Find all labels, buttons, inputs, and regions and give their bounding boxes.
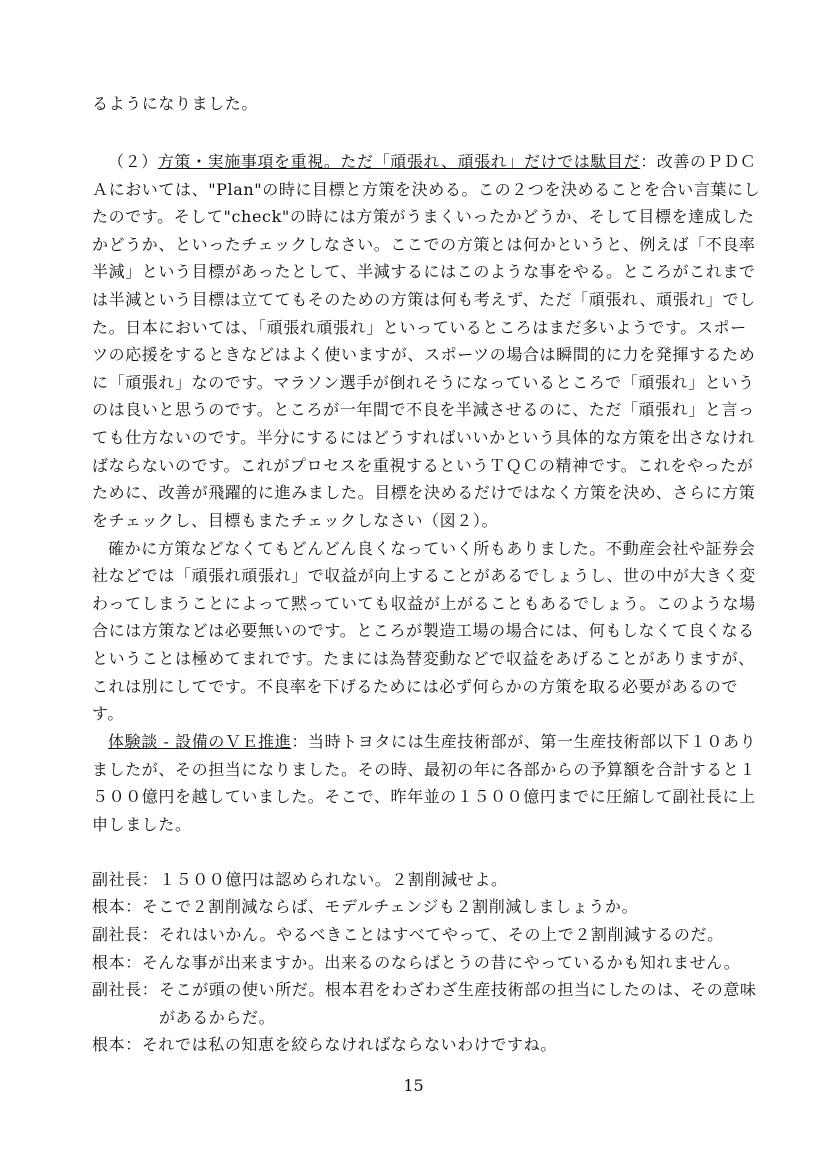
paragraph-3-line-1: 確かに方策などなくてもどんどん良くなっていく所もありました。不動産会社や証券会 <box>108 539 756 558</box>
paragraph-4-line-4: 申しました。 <box>92 815 192 834</box>
paragraph-3-line-6: これは別にしてです。不良率を下げるためには必ず何らかの方策を取る必要があるので <box>92 677 739 696</box>
section-2-line-1 <box>108 152 756 172</box>
section-2-line-3: たのです。そして"check"の時には方策がうまくいったかどうか、そして目標を達成した <box>92 207 755 226</box>
section-2-line-12: ばならないのです。これがプロセスを重視するというＴＱＣの精神です。これをやったが <box>92 456 754 475</box>
section-2-line-7: た。日本においては、「頑張れ頑張れ」といっているところはまだ多いようです。スポー <box>92 318 747 337</box>
section-2-line-13: ために、改善が飛躍的に進みました。目標を決めるだけではなく方策を決め、さらに方策 <box>92 483 756 502</box>
section-2-line-1-rest: ：改善のＰＤＣ <box>640 152 757 171</box>
section-2-line-9: に「頑張れ」なのです。マラソン選手が倒れそうになっているところで「頑張れ」という <box>92 373 755 392</box>
dialogue-text: １５００億円は認められない。２割削減せよ。 <box>159 870 508 889</box>
dialogue-speaker: 根本： <box>92 897 142 916</box>
experience-heading: 体験談 - 設備のＶＥ推進 <box>108 732 292 751</box>
dialogue-text: そこで２割削減ならば、モデルチェンジも２割削減しましょうか。 <box>141 897 639 916</box>
dialogue-line <box>92 980 757 1000</box>
dialogue-text: そんな事が出来ますか。出来るのならばとうの昔にやっているかも知れません。 <box>141 953 741 972</box>
paragraph-4-line-3: ５００億円を越していました。そこで、昨年並の１５００億円までに圧縮して副社長に上 <box>92 787 756 806</box>
section-2-heading: 方策・実施事項を重視。ただ「頑張れ、頑張れ」だけでは駄目だ <box>157 152 641 171</box>
dialogue-speaker: 副社長： <box>92 870 159 889</box>
dialogue-line <box>92 953 740 973</box>
paragraph-3-line-7: す。 <box>92 704 124 723</box>
section-2-line-6: は半減という目標は立ててもそのための方策は何も考えず、ただ「頑張れ、頑張れ」でし <box>92 290 756 309</box>
paragraph-3-line-2: 社などでは「頑張れ頑張れ」で収益が向上することがあるでしょうし、世の中が大きく変 <box>92 566 756 585</box>
dialogue-text: そこが頭の使い所だ。根本君をわざわざ生産技術部の担当にしたのは、その意味 <box>159 980 757 999</box>
dialogue-text: それでは私の知恵を絞らなければならないわけですね。 <box>141 1035 557 1054</box>
paragraph-4-line-1 <box>108 732 756 752</box>
paragraph-4-line-1-rest: ：当時トヨタには生産技術部が、第一生産技術部以下１０あり <box>291 732 757 751</box>
paragraph-3-line-3: わってしまうことによって黙っていても収益が上がることもあるでしょう。このような場 <box>92 594 756 613</box>
paragraph-3-line-5: ということは極めてまれです。たまには為替変動などで収益をあげることがありますが、 <box>92 649 755 668</box>
dialogue-speaker: 副社長： <box>92 980 159 999</box>
dialogue-continuation <box>159 1008 275 1028</box>
dialogue-speaker: 根本： <box>92 1035 142 1054</box>
dialogue-text: があるからだ。 <box>159 1008 276 1027</box>
paragraph-3-line-4: 合には方策などは必要無いのです。ところが製造工場の場合には、何もしなくて良くなる <box>92 621 755 640</box>
section-2-line-2: Ａにおいては、"Plan"の時に目標と方策を決める。この２つを決めることを合い言葉にし <box>92 180 761 199</box>
dialogue-text: それはいかん。やるべきことはすべてやって、その上で２割削減するのだ。 <box>159 925 724 944</box>
section-2-line-10: のは良いと思うのです。ところが一年間で不良を半減させるのに、ただ「頑張れ」と言っ <box>92 400 755 419</box>
section-2-line-14: をチェックし、目標もまたチェックしなさい（図２）。 <box>92 511 499 530</box>
dialogue-speaker: 根本： <box>92 953 142 972</box>
page-number: 15 <box>403 1076 424 1095</box>
dialogue-line <box>92 897 638 917</box>
paragraph-4-line-2: ましたが、その担当になりました。その時、最初の年に各部からの予算額を合計すると１ <box>92 760 757 779</box>
dialogue-line <box>92 870 508 890</box>
dialogue-speaker: 副社長： <box>92 925 159 944</box>
section-2-line-4: かどうか、といったチェックしなさい。ここでの方策とは何かというと、例えば「不良率 <box>92 235 756 254</box>
dialogue-line <box>92 925 724 945</box>
dialogue-line <box>92 1035 557 1055</box>
section-2-line-5: 半減」という目標があったとして、半減するにはこのような事をやる。ところがこれまで <box>92 262 756 281</box>
section-2-line-11: ても仕方ないのです。半分にするにはどうすればいいかという具体的な方策を出さなけれ <box>92 428 755 447</box>
section-2-number: （２） <box>108 152 158 171</box>
opening-line: るようになりました。 <box>92 94 259 113</box>
section-2-line-8: ツの応援をするときなどはよく使いますが、スポーツの場合は瞬間的に力を発揮するため <box>92 345 756 364</box>
